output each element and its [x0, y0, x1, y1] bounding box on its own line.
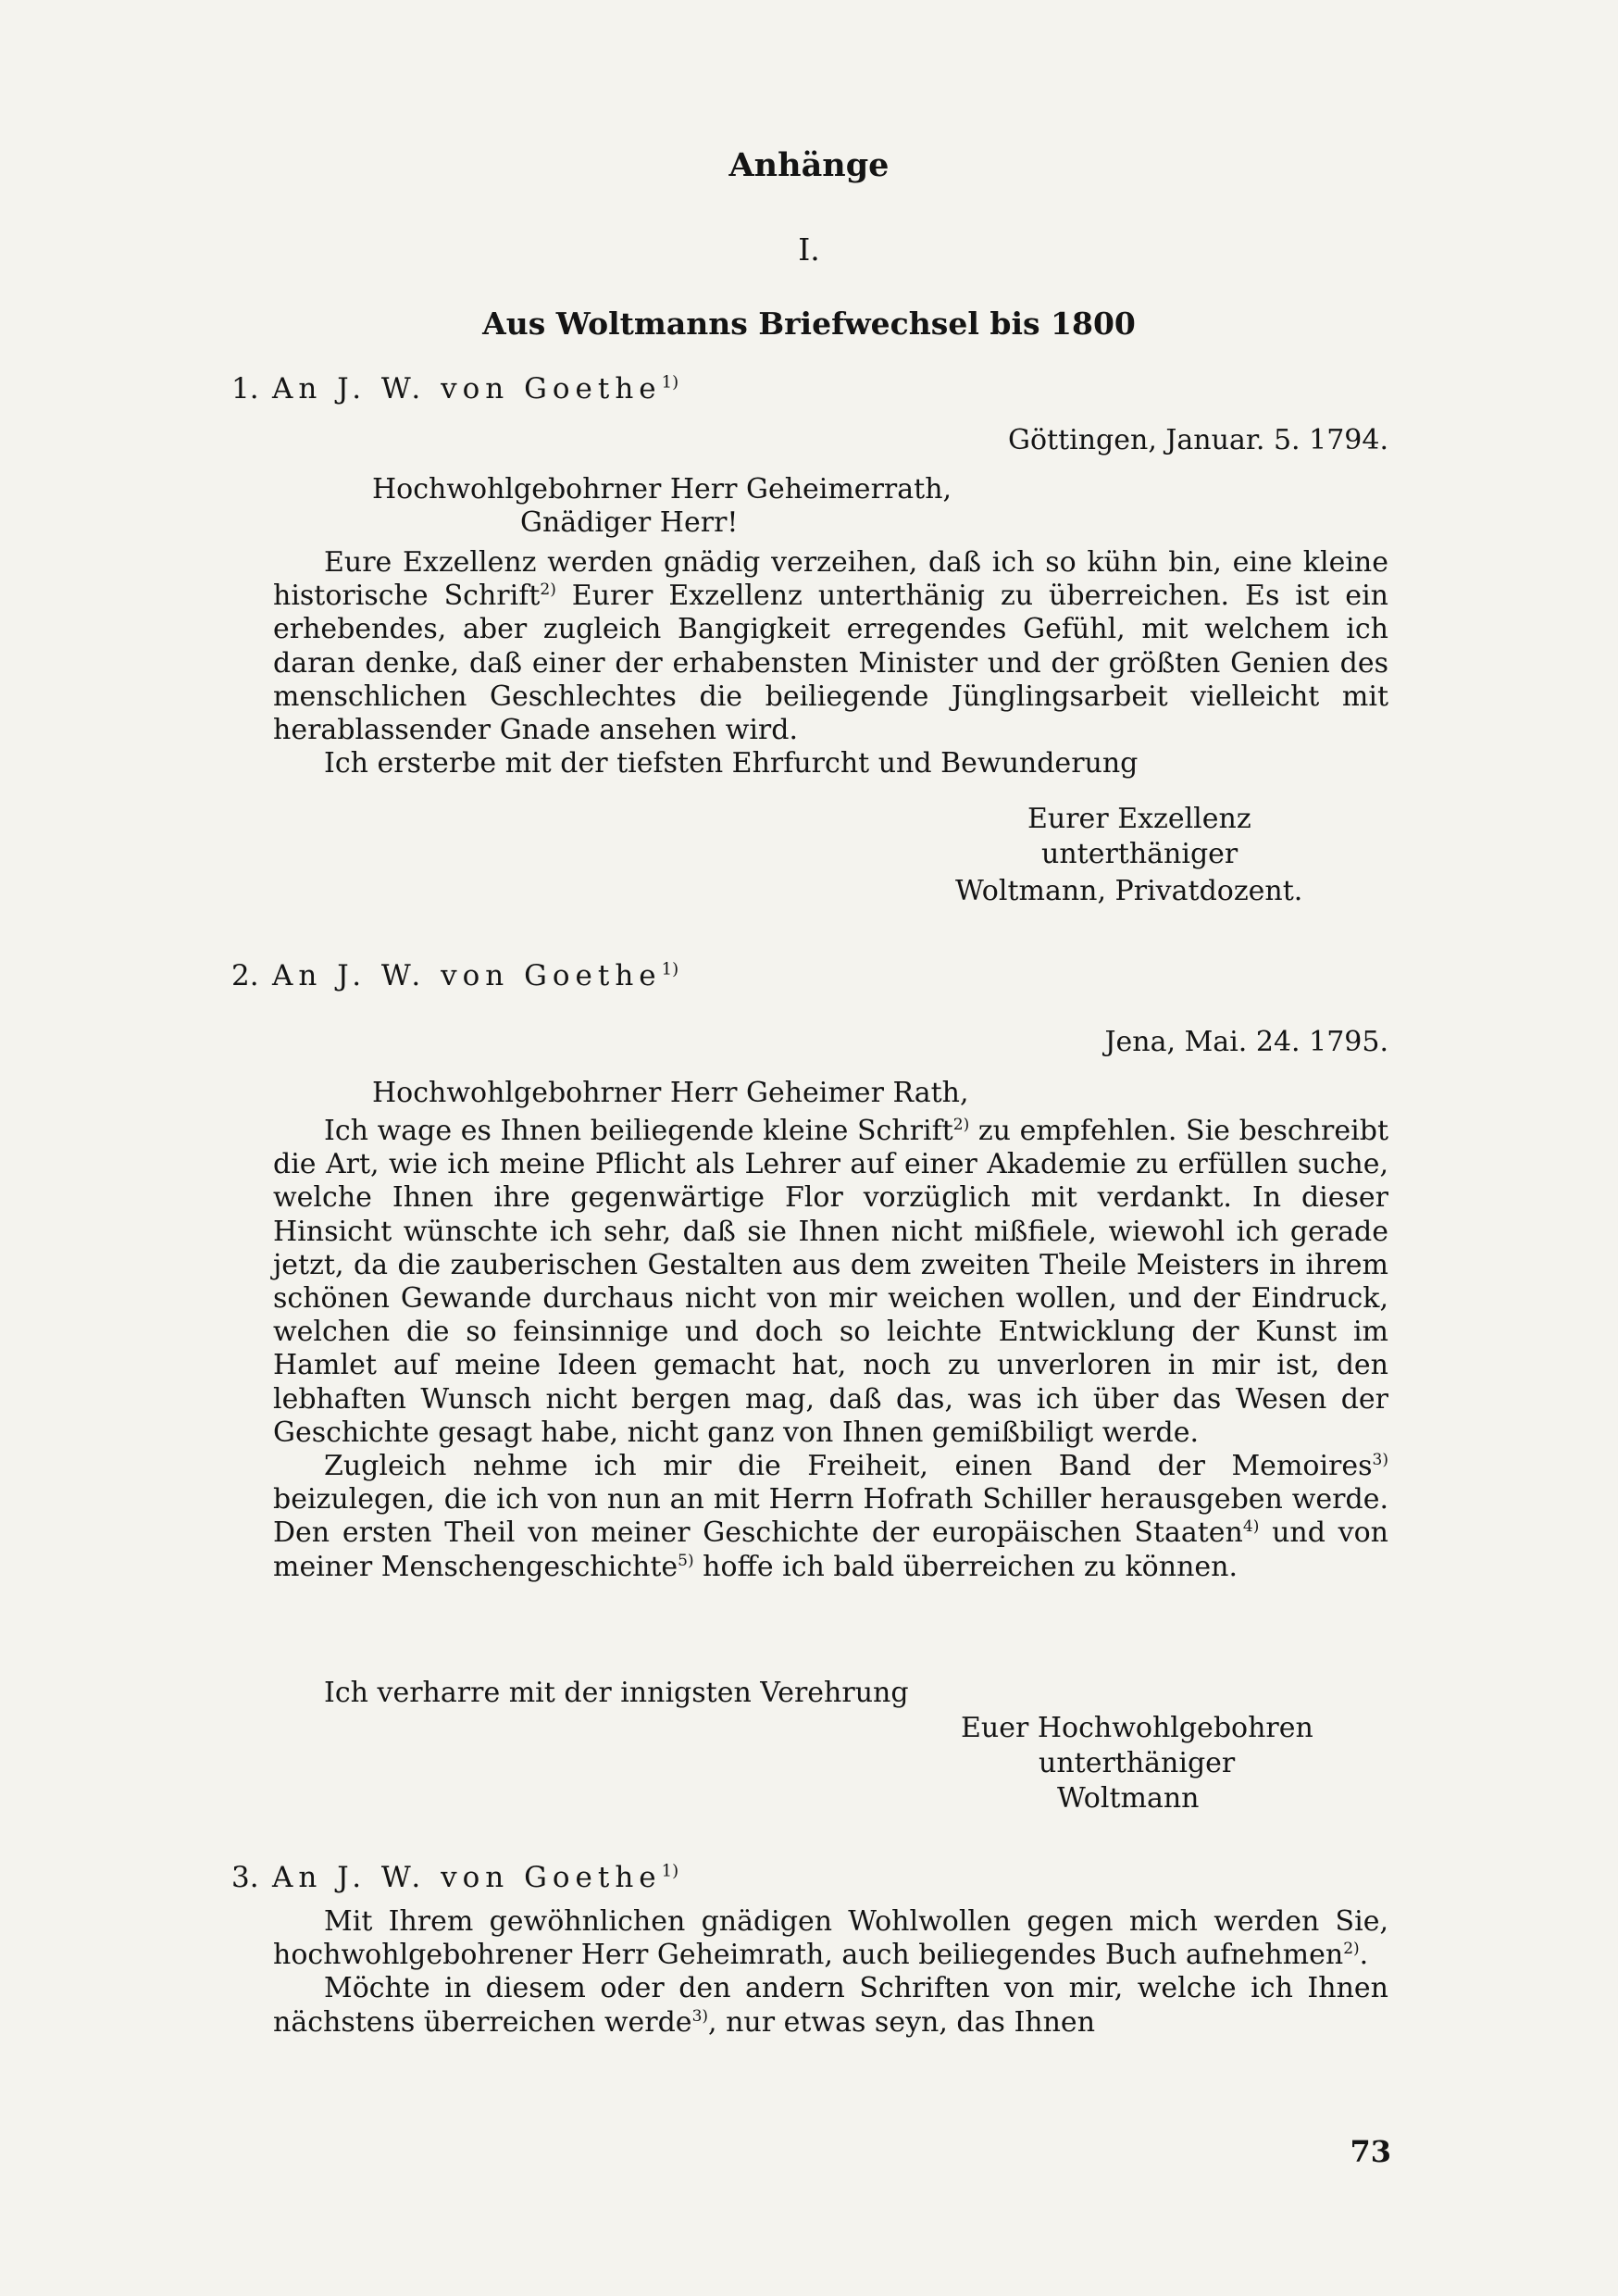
letter-3-note-3: 3) [691, 2006, 709, 2026]
letter-2-paragraph-2: Zugleich nehme ich mir die Freiheit, einen Band der Memoires$^{3)}$ beizulegen, die ich von nun an mit Herrn Hofrath Schiller herausgeben werde. Den ersten Theil von meiner Geschichte der europäischen Staaten$^{4)}$ und von meiner Menschengeschichte$^{5)}$ hoffe ich bald überreichen zu können. [273, 1450, 1388, 1583]
letter-2-heading [231, 959, 678, 992]
letter-1-paragraph: Eure Exzellenz werden gnädig verzeihen, daß ich so kühn bin, eine kleine historische Schrift$^{2)}$ Eurer Exzellenz unterthänig zu überreichen. Es ist ein erhebendes, aber zugleich Bangigkeit erregendes Gefühl, mit welchem ich daran denke, daß einer der erhabensten Minister und der größten Genien des menschlichen Geschlechtes die beiliegende Jünglingsarbeit vielleicht mit herablassender Gnade ansehen wird. [273, 546, 1388, 747]
letter-1-body [273, 546, 1388, 780]
letter-3-number: 3. [231, 1861, 259, 1894]
letter-2-signature-3: Woltmann [1057, 1782, 1200, 1815]
letter-2-recipient: An J. W. von Goethe [272, 959, 662, 992]
letter-2-number: 2. [231, 959, 259, 992]
letter-3-body [273, 1905, 1388, 2040]
letter-2-salutation: Hochwohlgebohrner Herr Geheimer Rath, [372, 1077, 969, 1109]
letter-3-footnote-ref: 1) [661, 1861, 679, 1881]
letter-1-signature-3: Woltmann, Privatdozent. [955, 875, 1303, 907]
letter-3-note-2: 2) [1343, 1940, 1360, 1959]
letter-2-footnote-ref: 1) [661, 959, 679, 980]
letter-1-salutation-2: Gnädiger Herr! [520, 506, 739, 539]
letter-1-closing: Ich ersterbe mit der tiefsten Ehrfurcht und Bewunderung [324, 747, 1139, 780]
letter-3-recipient: An J. W. von Goethe [272, 1861, 662, 1894]
letter-3-paragraph-1: Mit Ihrem gewöhnlichen gnädigen Wohlwollen gegen mich werden Sie, hochwohlgebohrener Herr Geheimrath, auch beiliegendes Buch aufnehmen$^{2)}$. [273, 1905, 1388, 1972]
letter-2-place-date: Jena, Mai. 24. 1795. [1104, 1026, 1388, 1058]
letter-2-note-4: 4) [1242, 1517, 1260, 1537]
letter-1-heading [231, 372, 678, 406]
section-roman-numeral: I. [798, 231, 820, 268]
letter-3-paragraph-2: Möchte in diesem oder den andern Schriften von mir, welche ich Ihnen nächstens überreichen werde$^{3)}$, nur etwas seyn, das Ihnen [273, 1972, 1388, 2039]
section-subheading: Aus Woltmanns Briefwechsel bis 1800 [482, 306, 1136, 342]
letter-3-heading [231, 1861, 678, 1894]
letter-2-note-3: 3) [1372, 1451, 1388, 1470]
letter-2-body [273, 1115, 1388, 1584]
letter-2-paragraph-1: Ich wage es Ihnen beiliegende kleine Schrift$^{2)}$ zu empfehlen. Sie beschreibt die Art, wie ich meine Pflicht als Lehrer auf einer Akademie zu erfüllen suche, welche Ihnen ihre gegenwärtige Flor vorzüglich mit verdankt. In dieser Hinsicht wünschte ich sehr, daß sie Ihnen nicht mißfiele, wiewohl ich gerade jetzt, da die zauberischen Gestalten aus dem zweiten Theile Meisters in ihrem schönen Gewande durchaus nicht von mir weichen wollen, und der Eindruck, welchen die so feinsinnige und doch so leichte Entwicklung der Kunst im Hamlet auf meine Ideen gemacht hat, noch zu unverloren in mir ist, den lebhaften Wunsch nicht bergen mag, daß das, was ich über das Wesen der Geschichte gesagt habe, nicht ganz von Ihnen gemißbiligt werde. [273, 1115, 1388, 1449]
letter-1-place-date: Göttingen, Januar. 5. 1794. [1007, 424, 1388, 456]
letter-1-signature-1: Eurer Exzellenz [1027, 803, 1251, 835]
letter-1-recipient: An J. W. von Goethe [272, 372, 662, 406]
letter-2-signature-1: Euer Hochwohlgebohren [961, 1712, 1313, 1744]
letter-2-signature-2: unterthäniger [1039, 1747, 1236, 1779]
letter-2-closing: Ich verharre mit der innigsten Verehrung [324, 1677, 909, 1709]
letter-1-footnote-ref: 1) [661, 372, 679, 393]
letter-1-note-2: 2) [540, 580, 556, 600]
letter-1-signature-2: unterthäniger [1041, 838, 1238, 870]
page-number: 73 [1350, 2134, 1391, 2169]
letter-2-note-2: 2) [952, 1116, 970, 1134]
letter-1-number: 1. [231, 372, 259, 406]
page-heading: Anhänge [728, 146, 890, 184]
letter-2-note-5: 5) [678, 1551, 694, 1570]
letter-1-salutation-1: Hochwohlgebohrner Herr Geheimerrath, [372, 473, 952, 505]
